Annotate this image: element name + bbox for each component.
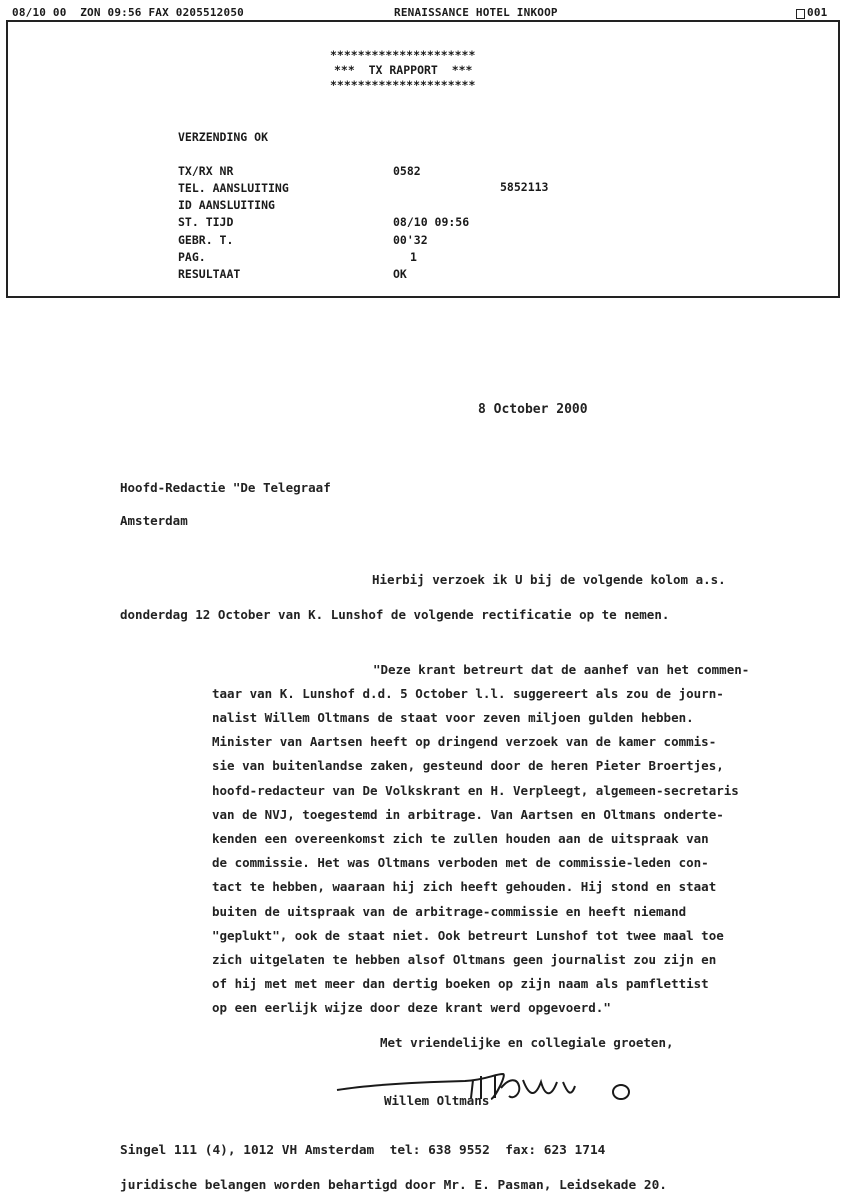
quote-line: van de NVJ, toegestemd in arbitrage. Van Aartsen en Oltmans onderte-: [212, 807, 724, 822]
quote-line: de commissie. Het was Oltmans verboden met de commissie-leden con-: [212, 855, 709, 870]
tx-stars-top: *********************: [330, 48, 476, 62]
letter-recipient: Hoofd-Redactie "De Telegraaf: [120, 480, 331, 495]
fax-transmission-header: [0, 0, 856, 22]
fax-page-value: 001: [807, 6, 828, 19]
tx-row-value: 0582: [393, 164, 421, 178]
quote-line: sie van buitenlandse zaken, gesteund door de heren Pieter Broertjes,: [212, 758, 724, 773]
tx-row-value: 1: [410, 250, 417, 264]
tx-row-value: OK: [393, 267, 407, 281]
quote-line: Minister van Aartsen heeft op dringend verzoek van de kamer commis-: [212, 734, 717, 749]
tx-row-label: ST. TIJD: [178, 215, 234, 229]
footer-line: Singel 111 (4), 1012 VH Amsterdam tel: 638 9552 fax: 623 1714: [120, 1143, 606, 1158]
tx-row-value: 00'32: [393, 233, 428, 247]
page-icon: [796, 9, 805, 19]
fax-sender: RENAISSANCE HOTEL INKOOP: [394, 6, 558, 19]
tx-row-label: RESULTAAT: [178, 267, 241, 281]
letter-signer: Willem Oltmans: [384, 1093, 490, 1108]
quote-line: op een eerlijk wijze door deze krant werd opgevoerd.": [212, 1000, 611, 1015]
fax-datetime: 08/10 00 ZON 09:56 FAX 0205512050: [12, 6, 244, 19]
quote-line: hoofd-redacteur van De Volkskrant en H. Verpleegt, algemeen-secretaris: [212, 783, 739, 798]
tx-row-label: GEBR. T.: [178, 233, 234, 247]
footer-line: juridische belangen worden behartigd door Mr. E. Pasman, Leidsekade 20.: [120, 1178, 668, 1193]
tx-row-label: TX/RX NR: [178, 164, 234, 178]
quote-line: taar van K. Lunshof d.d. 5 October l.l. suggereert als zou de journ-: [212, 686, 724, 701]
tx-row-label: ID AANSLUITING: [178, 198, 275, 212]
intro-line: Hierbij verzoek ik U bij de volgende kolom a.s.: [372, 572, 726, 587]
tx-row-value: 5852113: [500, 180, 549, 194]
tx-report-title: *** TX RAPPORT ***: [334, 63, 473, 77]
letter-closing: Met vriendelijke en collegiale groeten,: [380, 1035, 674, 1050]
quote-line: "Deze krant betreurt dat de aanhef van het commen-: [373, 662, 750, 677]
quote-line: kenden een overeenkomst zich te zullen houden aan de uitspraak van: [212, 831, 709, 846]
quote-line: of hij met met meer dan dertig boeken op zijn naam als pamflettist: [212, 976, 709, 991]
letter-date: 8 October 2000: [478, 402, 588, 417]
quote-line: buiten de uitspraak van de arbitrage-commissie en heeft niemand: [212, 904, 687, 919]
quote-line: nalist Willem Oltmans de staat voor zeven miljoen gulden hebben.: [212, 710, 694, 725]
tx-stars-bottom: *********************: [330, 78, 476, 92]
quote-line: zich uitgelaten te hebben alsof Oltmans geen journalist zou zijn en: [212, 952, 717, 967]
quote-line: "geplukt", ook de staat niet. Ook betreurt Lunshof tot twee maal toe: [212, 928, 724, 943]
tx-row-label: TEL. AANSLUITING: [178, 181, 289, 195]
letter-city: Amsterdam: [120, 513, 188, 528]
tx-row-label: PAG.: [178, 250, 206, 264]
quote-line: tact te hebben, waaraan hij zich heeft gehouden. Hij stond en staat: [212, 879, 717, 894]
tx-row-value: 08/10 09:56: [393, 215, 470, 229]
fax-page-number: [796, 6, 827, 19]
tx-status: VERZENDING OK: [178, 130, 269, 144]
intro-line: donderdag 12 October van K. Lunshof de volgende rectificatie op te nemen.: [120, 607, 670, 622]
tx-report-box: [6, 20, 840, 298]
